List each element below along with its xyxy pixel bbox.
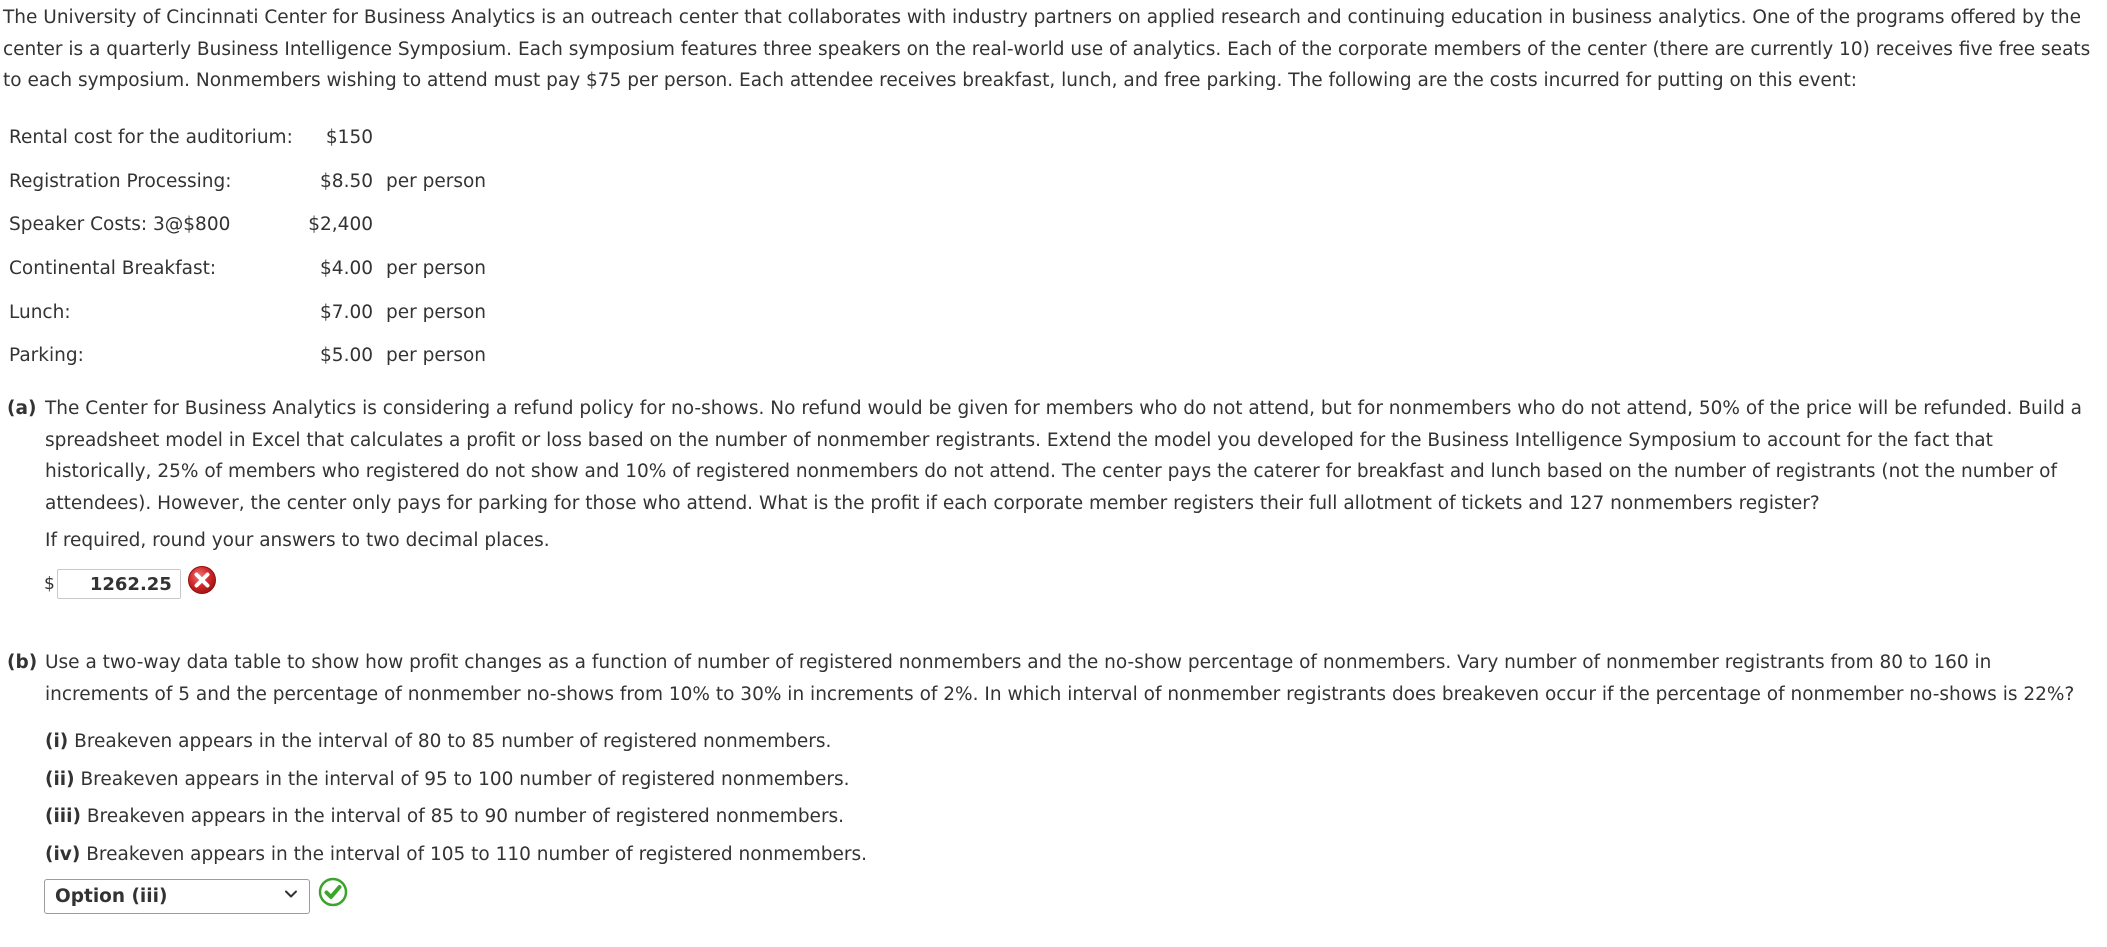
cost-unit: per person bbox=[386, 301, 487, 323]
question-part-b bbox=[7, 647, 2097, 711]
part-a-answer-row bbox=[44, 566, 217, 602]
cost-label: Lunch: bbox=[9, 301, 71, 323]
cost-unit: per person bbox=[386, 345, 487, 367]
answer-options-list bbox=[45, 723, 867, 873]
option-text: Breakeven appears in the interval of 85 to 90 number of registered nonmembers. bbox=[86, 806, 845, 827]
cost-value: $2,400 bbox=[308, 214, 373, 236]
option-number: (i) bbox=[45, 731, 69, 752]
cost-row bbox=[9, 247, 486, 291]
cost-unit bbox=[373, 116, 486, 160]
cost-row bbox=[9, 116, 486, 160]
currency-symbol: $ bbox=[44, 574, 55, 594]
cost-label: Speaker Costs: 3@$800 bbox=[9, 214, 231, 236]
cost-value: $8.50 bbox=[320, 170, 373, 192]
option-text: Breakeven appears in the interval of 105 to 110 number of registered nonmembers. bbox=[86, 843, 867, 865]
answer-option bbox=[45, 836, 867, 874]
option-number: (ii) bbox=[45, 768, 75, 790]
cost-value: $7.00 bbox=[320, 301, 373, 323]
cost-unit: per person bbox=[386, 258, 487, 280]
cost-value: $150 bbox=[325, 127, 373, 149]
chevron-down-icon bbox=[283, 886, 299, 907]
cost-row bbox=[9, 290, 486, 334]
cost-label: Continental Breakfast: bbox=[9, 258, 217, 280]
option-number: (iii) bbox=[45, 806, 81, 827]
option-text: Breakeven appears in the interval of 80 to 85 number of registered nonmembers. bbox=[74, 731, 832, 752]
cost-value: $5.00 bbox=[320, 345, 373, 367]
answer-option bbox=[45, 723, 867, 761]
part-b-text: Use a two-way data table to show how profit changes as a function of number of registered nonmembers and the no-show percentage of nonmembers. Vary number of nonmember registrants from 80 to 160 in increments of 5 and the percentage of nonmember no-shows from 10% to 30% in increments of 2%. In which interval of nonmember registrants does breakeven occur if the percentage of nonmember no-shows is 22%? bbox=[45, 652, 2075, 705]
option-number: (iv) bbox=[45, 843, 81, 865]
cost-label: Rental cost for the auditorium: bbox=[9, 127, 293, 149]
cost-unit bbox=[373, 203, 486, 247]
question-part-a bbox=[7, 393, 2097, 519]
cost-row bbox=[9, 334, 486, 378]
rounding-instruction: If required, round your answers to two decimal places. bbox=[45, 530, 550, 551]
part-a-letter: (a) bbox=[7, 398, 37, 419]
selected-option-label: Option (iii) bbox=[55, 886, 168, 907]
problem-intro: The University of Cincinnati Center for Business Analytics is an outreach center that collaborates with industry partners on applied research and continuing education in business analytics. One of the programs offered by the center is a quarterly Business Intelligence Symposium. Each symposium features three speakers on the real-world use of analytics. Each of the corporate members of the center (there are currently 10) receives five free seats to each symposium. Nonmembers wishing to attend must pay $75 per person. Each attendee receives breakfast, lunch, and free parking. The following are the costs incurred for putting on this event: bbox=[3, 7, 2091, 91]
option-select-dropdown[interactable] bbox=[44, 879, 310, 914]
part-b-letter: (b) bbox=[7, 652, 38, 673]
cost-table bbox=[9, 116, 486, 378]
cost-label: Registration Processing: bbox=[9, 170, 232, 192]
incorrect-x-icon bbox=[187, 565, 217, 595]
cost-row bbox=[9, 203, 486, 247]
profit-answer-input[interactable] bbox=[57, 569, 181, 599]
correct-check-icon bbox=[318, 877, 348, 907]
answer-option bbox=[45, 761, 867, 799]
cost-value: $4.00 bbox=[320, 258, 373, 280]
cost-row bbox=[9, 160, 486, 204]
cost-label: Parking: bbox=[9, 345, 84, 367]
cost-unit: per person bbox=[386, 170, 487, 192]
part-a-text: The Center for Business Analytics is considering a refund policy for no-shows. No refund would be given for members who do not attend, but for nonmembers who do not attend, 50% of the price will be refunded. Build a spreadsheet model in Excel that calculates a profit or loss based on the number of nonmember registrants. Extend the model you developed for the Business Intelligence Symposium to account for the fact that historically, 25% of members who registered do not show and 10% of registered nonmembers do not attend. The center pays the caterer for breakfast and lunch based on the number of registrants (not the number of attendees). However, the center only pays for parking for those who attend. What is the profit if each corporate member registers their full allotment of tickets and 127 nonmembers register? bbox=[45, 398, 2083, 514]
part-b-answer-row bbox=[44, 879, 348, 914]
option-text: Breakeven appears in the interval of 95 to 100 number of registered nonmembers. bbox=[80, 768, 850, 790]
answer-option bbox=[45, 798, 867, 836]
